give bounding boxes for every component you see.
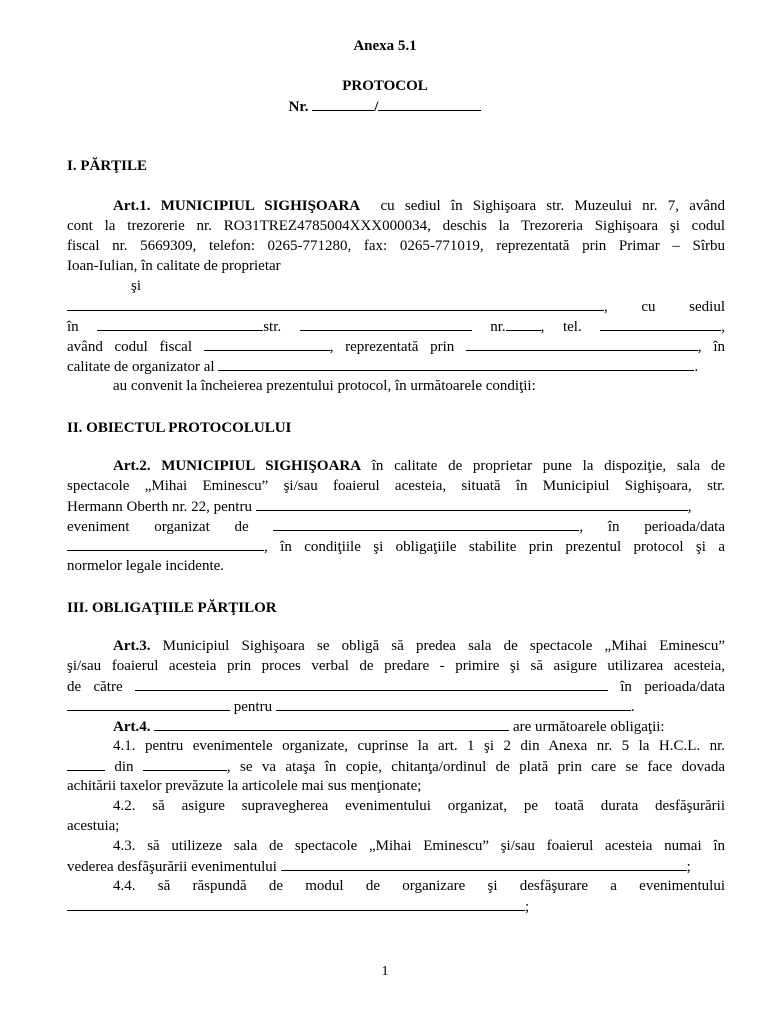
art3-period-blank[interactable] xyxy=(67,696,230,711)
party2-line-1: , cu sediul xyxy=(67,296,725,316)
art3-line-3: de către în perioada/data xyxy=(67,676,725,696)
art3-line-4: pentru . xyxy=(67,696,725,716)
art2-period-blank[interactable] xyxy=(67,536,264,551)
art2-line-5: , în condiţiile şi obligaţiile stabilite prin prezentul protocol şi a xyxy=(67,536,725,556)
art3-label: Art.3. xyxy=(113,638,151,654)
party2-line-3: având codul fiscal , reprezentată prin , în xyxy=(67,336,725,356)
art3-organizer-blank[interactable] xyxy=(135,676,608,691)
p43-line-2: vederea desfăşurării evenimentului ; xyxy=(67,856,725,876)
art1-line-3: fiscal nr. 5669309, telefon: 0265-771280, fax: 0265-771019, reprezentată prin Primar – Sîrbu xyxy=(67,238,725,254)
art1-party: MUNICIPIUL SIGHIŞOARA xyxy=(160,198,361,214)
art1-label: Art.1. xyxy=(113,198,151,214)
p44-event-blank[interactable] xyxy=(67,896,525,911)
art2-line-6: normelor legale incidente. xyxy=(67,558,225,574)
art2-line-1: Art.2. MUNICIPIUL SIGHIŞOARA în calitate de proprietar pune la dispoziţie, sala de xyxy=(113,458,726,474)
art4-label: Art.4. xyxy=(113,719,151,735)
p41-line-1: 4.1. pentru evenimentele organizate, cuprinse la art. 1 şi 2 din Anexa nr. 5 la H.C.L. nr. xyxy=(113,738,725,754)
art2-label: Art.2. xyxy=(113,458,151,474)
page-number: 1 xyxy=(381,964,389,979)
art2-purpose-blank[interactable] xyxy=(256,496,688,511)
art4-line-1: Art.4. are următoarele obligaţii: xyxy=(67,716,725,736)
party2-event-blank[interactable] xyxy=(218,356,694,371)
section-heading-parties: I. PĂRŢILE xyxy=(67,158,148,174)
art3-line-1: Art.3. Municipiul Sighişoara se obligă să predea sala de spectacole „Mihai Eminescu” xyxy=(113,638,725,654)
party2-name-blank[interactable] xyxy=(67,296,604,311)
art1-and: şi xyxy=(131,278,142,294)
art2-line-2: spectacole „Mihai Eminescu” şi/sau foaierul acesteia, situată în Municipiul Sighişoara, str. xyxy=(67,478,725,494)
hcl-date-blank[interactable] xyxy=(143,756,227,771)
party2-street-blank[interactable] xyxy=(300,316,472,331)
p41-line-3: achitării taxelor prevăzute la articolele mai sus menţionate; xyxy=(67,778,422,794)
party2-city-blank[interactable] xyxy=(97,316,263,331)
party2-phone-blank[interactable] xyxy=(600,316,721,331)
p42-line-2: acestuia; xyxy=(67,818,120,834)
p43-line-1: 4.3. să utilizeze sala de spectacole „Mihai Eminescu” şi/sau foaierul acesteia numai în xyxy=(113,838,725,854)
art1-line-4: Ioan-Iulian, în calitate de proprietar xyxy=(67,258,281,274)
art2-line-4: eveniment organizat de , în perioada/data xyxy=(67,516,725,536)
art1-line-1 xyxy=(67,196,725,216)
art2-party: MUNICIPIUL SIGHIŞOARA xyxy=(161,458,362,474)
document-title: PROTOCOL xyxy=(342,78,428,94)
art1-line-2: cont la trezorerie nr. RO31TREZ4785004XXX000034, deschis la Trezoreria Sighişoara şi codul xyxy=(67,218,725,234)
art2-event-blank[interactable] xyxy=(273,516,579,531)
p44-line-2: ; xyxy=(67,896,725,916)
art3-purpose-blank[interactable] xyxy=(276,696,631,711)
party2-fiscal-code-blank[interactable] xyxy=(204,336,330,351)
p41-line-2: din , se va ataşa în copie, chitanţa/ordinul de plată prin care se face dovada xyxy=(67,756,725,776)
p42-line-1: 4.2. să asigure supravegherea evenimentului organizat, pe toată durata desfăşurării xyxy=(113,798,725,814)
agreement-line: au convenit la încheierea prezentului protocol, în următoarele condiţii: xyxy=(113,378,536,394)
art1-text-1: cu sediul în Sighişoara str. Muzeului nr. 7, având xyxy=(380,198,726,214)
hcl-number-blank[interactable] xyxy=(67,756,105,771)
number-blank[interactable] xyxy=(312,96,374,111)
p43-event-blank[interactable] xyxy=(281,856,687,871)
art4-party-blank[interactable] xyxy=(154,716,509,731)
party2-representative-blank[interactable] xyxy=(466,336,698,351)
party2-number-blank[interactable] xyxy=(506,316,541,331)
protocol-number: Nr. / xyxy=(0,96,770,117)
number-label: Nr. xyxy=(288,99,309,115)
number-year-blank[interactable] xyxy=(378,96,481,111)
section-heading-obligations: III. OBLIGAŢIILE PĂRŢILOR xyxy=(67,600,277,616)
art2-line-3: Hermann Oberth nr. 22, pentru , xyxy=(67,496,725,516)
art3-line-2: şi/sau foaierul acesteia prin proces verbal de predare - primire şi să asigure utilizarea acesteia, xyxy=(67,658,725,674)
section-heading-object: II. OBIECTUL PROTOCOLULUI xyxy=(67,420,292,436)
annex-label: Anexa 5.1 xyxy=(353,38,417,54)
party2-line-4: calitate de organizator al . xyxy=(67,356,725,376)
p44-line-1: 4.4. să răspundă de modul de organizare şi desfăşurare a evenimentului xyxy=(113,878,725,894)
party2-line-2: în str. nr. , tel. , xyxy=(67,316,725,336)
